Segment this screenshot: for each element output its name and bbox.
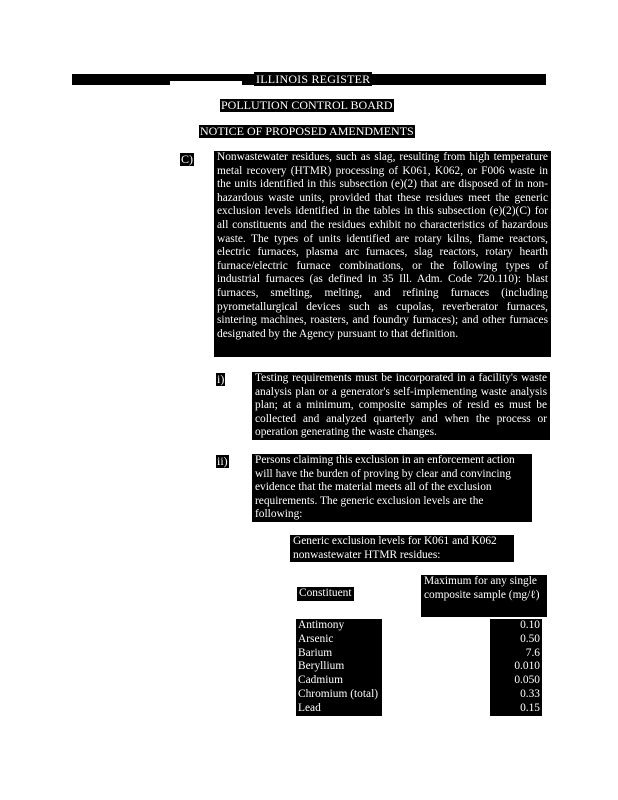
- table-row: [296, 674, 542, 688]
- constituent-value: 7.6: [490, 647, 542, 661]
- constituent-name: Chromium (total): [296, 688, 382, 702]
- table-row: [296, 688, 542, 702]
- notice-title: NOTICE OF PROPOSED AMENDMENTS: [200, 124, 414, 138]
- table-caption: Generic exclusion levels for K061 and K062 nonwastewater HTMR residues:: [290, 535, 514, 562]
- section-c-text: Nonwastewater residues, such as slag, resulting from high temperature metal recovery (HTMR) processing of K061, K062, or F006 waste in the units identified in this subsection (e)(2) that are disposed of in non-hazardous waste units, provided that these residues meet the generic exclusion levels identified in the tables in this subsection (e)(2)(C) for all constituents and the residues exhibit no characteristics of hazardous waste. The types of units identified are rotary kilns, flame reactors, electric furnaces, plasma arc furnaces, slag reactors, rotary hearth furnace/electric furnace combinations, or the following types of industrial furnaces (as defined in 35 Ill. Adm. Code 720.110): blast furnaces, smelting, melting, and refining furnaces (including pyrometallurgical devices such as cupolas, reverberator furnaces, sintering machines, roasters, and foundry furnaces); and other furnaces designated by the Agency pursuant to that definition.: [214, 151, 551, 357]
- table-row: [296, 633, 542, 647]
- table-row: [296, 647, 542, 661]
- constituent-name: Arsenic: [296, 633, 382, 647]
- constituent-value: 0.15: [490, 702, 542, 716]
- subsection-ii-text: Persons claiming this exclusion in an enforcement action will have the burden of proving by clear and convincing evidence that the material meets all of the exclusion requirements. The generic exclusion levels are the following:: [252, 454, 532, 522]
- constituent-name: Lead: [296, 702, 382, 716]
- constituent-name: Beryllium: [296, 660, 382, 674]
- register-title: ILLINOIS REGISTER: [256, 72, 371, 86]
- subsection-i-marker: i): [217, 372, 225, 386]
- constituent-name: Cadmium: [296, 674, 382, 688]
- section-c-marker: C): [181, 152, 193, 166]
- constituent-name: Barium: [296, 647, 382, 661]
- constituent-name: Antimony: [296, 619, 382, 633]
- table-row: [296, 660, 542, 674]
- constituent-value: 0.050: [490, 674, 542, 688]
- constituent-value: 0.33: [490, 688, 542, 702]
- table-row: [296, 619, 542, 633]
- column-header-maximum: Maximum for any single composite sample (mg/ℓ): [421, 575, 547, 617]
- exclusion-table: [296, 619, 542, 716]
- constituent-value: 0.50: [490, 633, 542, 647]
- constituent-value: 0.10: [490, 619, 542, 633]
- subsection-i-text: Testing requirements must be incorporated in a facility's waste analysis plan or a generator's self-implementing waste analysis plan; at a minimum, composite samples of resid es must be collected and analyzed quarterly and when the process or operation generating the waste changes.: [252, 372, 550, 440]
- column-header-constituent: Constituent: [299, 587, 352, 599]
- constituent-value: 0.010: [490, 660, 542, 674]
- agency-title: POLLUTION CONTROL BOARD: [221, 98, 393, 112]
- table-row: [296, 702, 542, 716]
- subsection-ii-marker: ii): [217, 454, 228, 468]
